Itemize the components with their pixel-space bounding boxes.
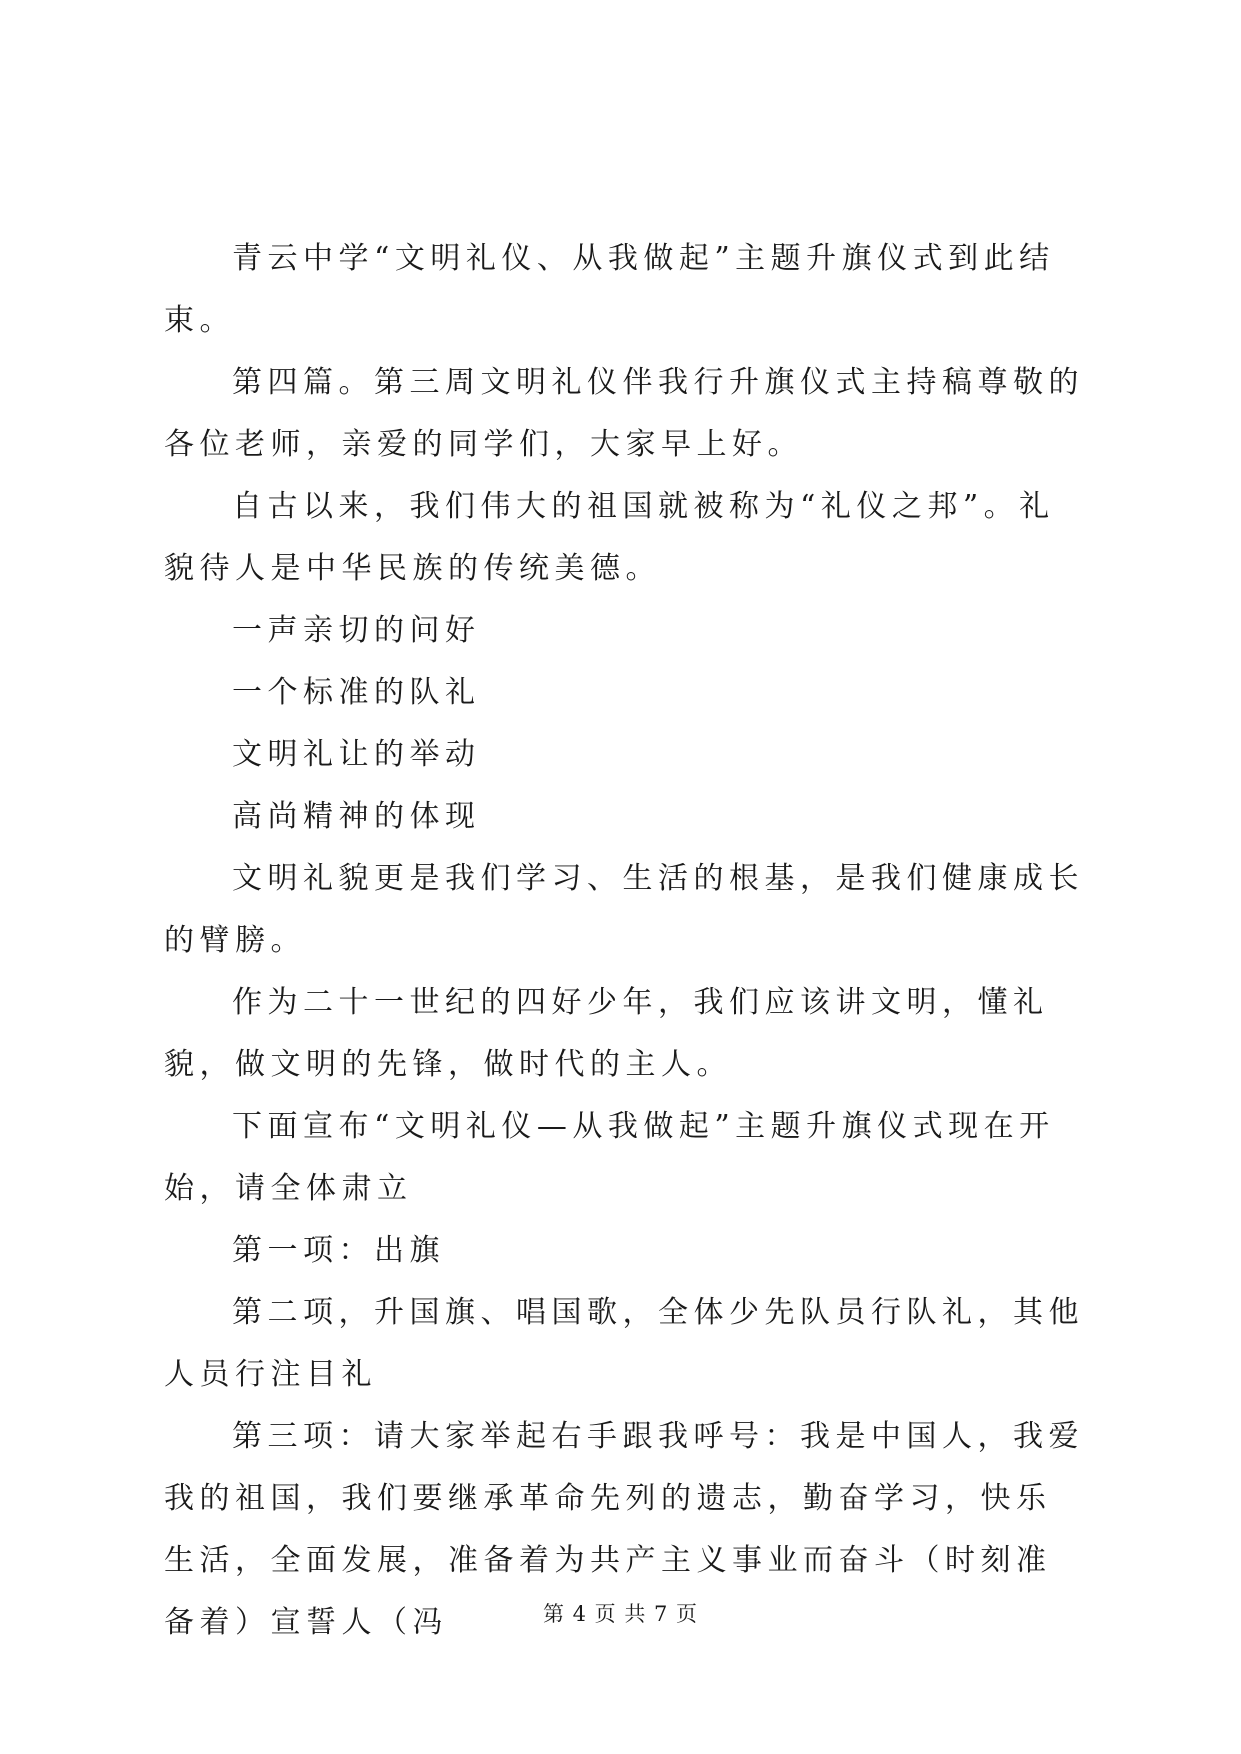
paragraph: 一声亲切的问好 (232, 613, 481, 648)
document-body (164, 228, 1084, 1654)
paragraph: 高尚精神的体现 (232, 799, 481, 834)
paragraph: 作为二十一世纪的四好少年，我们应该讲文明，懂礼貌，做文明的先锋，做时代的主人。 (164, 985, 1049, 1082)
paragraph: 一个标准的队礼 (232, 675, 481, 710)
paragraph: 下面宣布“文明礼仪—从我做起”主题升旗仪式现在开始，请全体肃立 (164, 1109, 1055, 1206)
paragraph: 第三项：请大家举起右手跟我呼号：我是中国人，我爱我的祖国，我们要继承革命先列的遗志，勤奋学习，快乐生活，全面发展，准备着为共产主义事业而奋斗（时刻准备着）宣誓人（冯 (164, 1419, 1084, 1640)
paragraph: 文明礼貌更是我们学习、生活的根基，是我们健康成长的臂膀。 (164, 861, 1084, 958)
page-number-footer: 第 4 页 共 7 页 (542, 1602, 699, 1626)
paragraph: 自古以来，我们伟大的祖国就被称为“礼仪之邦”。礼貌待人是中华民族的传统美德。 (164, 489, 1055, 586)
paragraph: 青云中学“文明礼仪、从我做起”主题升旗仪式到此结束。 (164, 241, 1055, 338)
paragraph: 第二项，升国旗、唱国歌，全体少先队员行队礼，其他人员行注目礼 (164, 1295, 1084, 1392)
paragraph: 第四篇。第三周文明礼仪伴我行升旗仪式主持稿尊敬的各位老师，亲爱的同学们，大家早上好。 (164, 365, 1084, 462)
paragraph: 文明礼让的举动 (232, 737, 481, 772)
paragraph: 第一项：出旗 (232, 1233, 445, 1268)
